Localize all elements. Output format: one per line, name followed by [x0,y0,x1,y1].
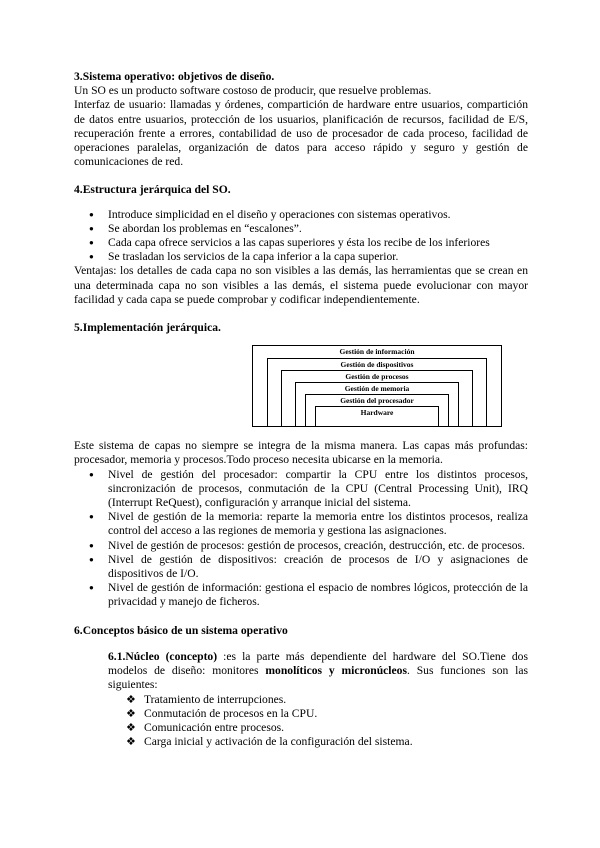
ventajas-paragraph: Ventajas: los detalles de cada capa no son visibles a las demás, las herramientas que se crean en una determinada capa no son visibles a las demás, el sistema puede evolucionar con mayor facilidad y cada capa se puede comprobar y codificar independientemente. [74,264,528,306]
layer-label: Gestión de memoria [344,384,410,394]
section-3-heading: 3.Sistema operativo: objetivos de diseño. [74,70,275,83]
layer-label: Hardware [360,408,394,418]
section-4-heading: 4.Estructura jerárquica del SO. [74,183,231,197]
layers-diagram [252,345,502,427]
nucleo-text: :es la parte más dependiente del hardware del SO.Tiene dos modelos de diseño: monitores [108,649,528,678]
section-5-list [74,468,528,610]
list-item: ● Nivel de gestión del procesador: compartir la CPU entre los distintos procesos, sincronización de procesos, conmutación de la CPU (Central Processing Unit), IRQ (Interrupt ReQuest), configuración y arranque inicial del sistema. [74,468,528,511]
layer-label: Gestión de procesos [345,372,409,382]
nucleo-bold-terms: monolíticos y micronúcleos [265,664,407,678]
list-item: ● Nivel de gestión de la memoria: reparte la memoria entre los distintos procesos, realiza control del acceso a las regiones de memoria y gestiona las asignaciones. [74,510,528,538]
document-body [74,70,528,749]
section-6-heading: 6.Conceptos básico de un sistema operativo [74,623,288,637]
list-item: ❖ Comunicación entre procesos. [74,721,528,735]
layer-label: Gestión de información [339,347,415,357]
list-item: ● Se abordan los problemas en “escalones”. [74,222,528,236]
section-3-paragraph-1: Un SO es un producto software costoso de producir, que resuelve problemas. [74,84,432,98]
list-item: ● Nivel de gestión de dispositivos: creación de procesos de I/O y asignaciones de dispositivos de I/O. [74,553,528,581]
nucleo-paragraph [74,650,528,693]
layer-label: Gestión de dispositivos [340,360,414,370]
nucleo-title: 6.1.Núcleo (concepto) [108,649,218,663]
section-5-heading: 5.Implementación jerárquica. [74,321,221,335]
nucleo-functions-list [74,693,528,750]
section-3-paragraph-2: Interfaz de usuario: llamadas y órdenes, compartición de hardware entre usuarios, compartición de datos entre usuarios, protección de los usuarios, planificación de recursos, facilidad de E/S, recuperación frente a errores, contabilidad de uso de procesador de cada proceso, facilidad de operaciones paralelas, organización de datos para acceso rápido y seguro y gestión de comunicaciones de red. [74,98,528,169]
list-item: ● Nivel de gestión de procesos: gestión de procesos, creación, destrucción, etc. de procesos. [74,539,528,553]
section-4-list [74,208,528,265]
list-item: ❖ Conmutación de procesos en la CPU. [74,707,528,721]
list-item: ● Introduce simplicidad en el diseño y operaciones con sistemas operativos. [74,208,528,222]
list-item: ● Nivel de gestión de información: gestiona el espacio de nombres lógicos, protección de la privacidad y manejo de ficheros. [74,581,528,609]
layer-box [315,406,439,426]
list-item: ● Cada capa ofrece servicios a las capas superiores y ésta los recibe de los inferiores [74,236,528,250]
layer-label: Gestión del procesador [340,396,414,406]
list-item: ❖ Carga inicial y activación de la configuración del sistema. [74,735,528,749]
list-item: ❖ Tratamiento de interrupciones. [74,693,528,707]
list-item: ● Se trasladan los servicios de la capa inferior a la capa superior. [74,250,528,264]
nucleo-text-end: . Sus funciones son las siguientes: [108,664,529,692]
section-5-intro: Este sistema de capas no siempre se integra de la misma manera. Las capas más profundas: procesador, memoria y procesos.Todo proceso necesita ubicarse en la memoria. [74,439,528,467]
